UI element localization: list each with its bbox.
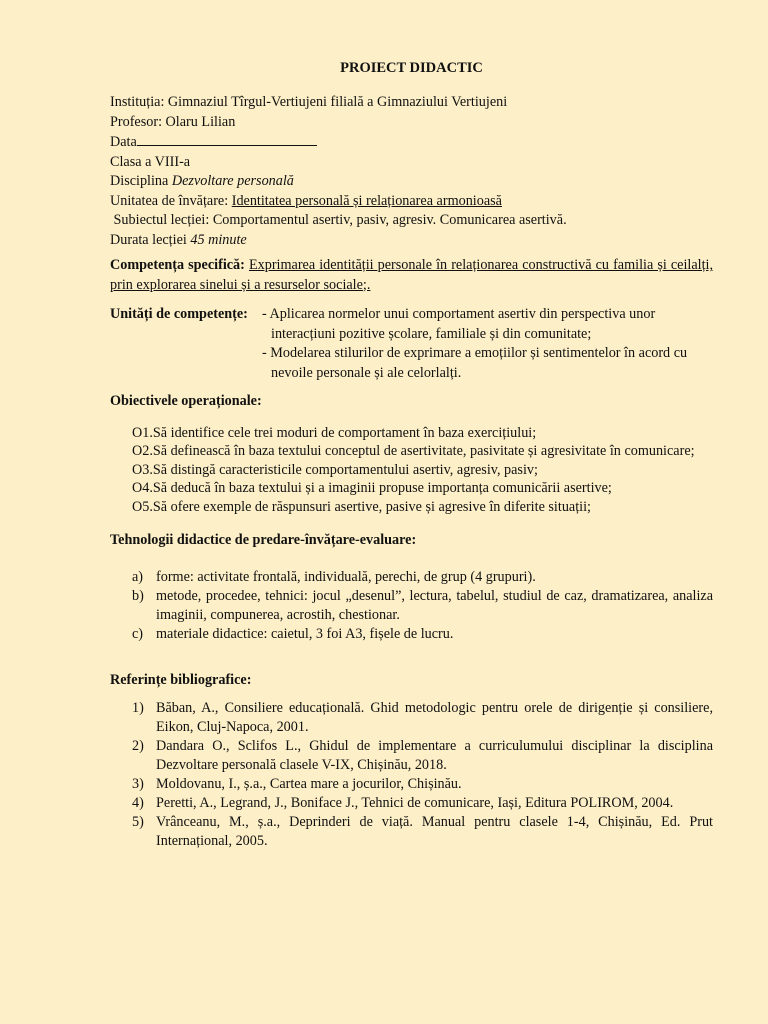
obiective-heading: Obiectivele operaționale:: [110, 393, 262, 409]
durata-label: Durata lecției: [110, 231, 191, 248]
header-block: [110, 93, 713, 250]
list-marker: 1): [132, 700, 144, 716]
data-label: Data: [110, 134, 137, 150]
subiectul-line: Subiectul lecției: Comportamentul asertiv, pasiv, agresiv. Comunicarea asertivă.: [110, 212, 567, 228]
obiective-list: [132, 424, 713, 517]
data-line: [110, 132, 713, 153]
list-marker: c): [132, 625, 144, 642]
document-page: [110, 58, 713, 851]
tehnologie-item: [110, 587, 713, 625]
list-text: materiale didactice: caietul, 3 foi A3, fișele de lucru.: [156, 625, 454, 642]
referinte-list: [110, 699, 713, 851]
list-text: Moldovanu, I., ș.a., Cartea mare a jocurilor, Chișinău.: [156, 776, 462, 792]
competenta-label: Competența specifică:: [110, 257, 245, 273]
disciplina-line: [110, 172, 713, 192]
referinta-item: [110, 699, 713, 737]
clasa-line: Clasa a VIII-a: [110, 153, 191, 170]
list-marker: 4): [132, 795, 144, 811]
competenta-text: Exprimarea identității personale în relaționarea constructivă cu familia și ceilalți, prin explorarea sinelui și a resurselor sociale;.: [110, 257, 714, 293]
durata-value: 45 minute: [190, 231, 247, 248]
list-marker: 5): [132, 814, 144, 830]
obiectiv-item: O2.Să definească în baza textului conceptul de asertivitate, pasivitate și agresivitate în comunicare;: [132, 443, 695, 459]
list-marker: 3): [132, 776, 144, 792]
list-text: Vrânceanu, M., ș.a., Deprinderi de viață. Manual pentru clasele 1-4, Chișinău, Ed. Prut Internațional, 2005.: [156, 814, 713, 849]
unitati-item: - Modelarea stilurilor de exprimare a emoțiilor și sentimentelor în acord cu nevoile personale și ale celorlalți.: [262, 345, 688, 381]
profesor-line: Profesor: Olaru Lilian: [110, 113, 236, 130]
obiectiv-item: O1.Să identifice cele trei moduri de comportament în baza exercițiului;: [132, 424, 537, 441]
unitatea-line: [110, 192, 713, 212]
list-text: metode, procedee, tehnici: jocul „desenul”, lectura, tabelul, studiul de caz, dramatizarea, analiza imaginii, compunerea, acrostih, chestionar.: [156, 587, 713, 623]
list-marker: a): [132, 568, 144, 585]
unitati-row: [110, 305, 713, 383]
referinta-item: [110, 813, 713, 851]
list-marker: b): [132, 587, 144, 604]
competenta-specifica: [110, 256, 713, 295]
document-title: PROIECT DIDACTIC: [340, 60, 483, 76]
referinta-item: [110, 794, 713, 813]
disciplina-label: Disciplina: [110, 173, 172, 189]
unitatea-label: Unitatea de învățare:: [110, 192, 232, 209]
list-text: Peretti, A., Legrand, J., Boniface J., Tehnici de comunicare, Iași, Editura POLIROM, 2004.: [156, 795, 674, 811]
tehnologii-list: [110, 568, 713, 644]
durata-line: [110, 231, 713, 251]
obiectiv-item: O4.Să deducă în baza textului și a imaginii propuse importanța comunicării asertive;: [132, 480, 612, 496]
list-marker: 2): [132, 738, 144, 754]
obiectiv-item: O5.Să ofere exemple de răspunsuri asertive, pasive și agresive în diferite situații;: [132, 498, 591, 515]
referinte-heading: Referințe bibliografice:: [110, 671, 252, 688]
unitati-item: - Aplicarea normelor unui comportament asertiv din perspectiva unor interacțiuni pozitive școlare, familiale și din comunitate;: [262, 306, 656, 342]
referinta-item: [110, 737, 713, 775]
unitati-competente: [110, 305, 713, 383]
institutia-line: Instituția: Gimnaziul Tîrgul-Vertiujeni filială a Gimnaziului Vertiujeni: [110, 94, 508, 110]
obiectiv-item: O3.Să distingă caracteristicile comportamentului asertiv, agresiv, pasiv;: [132, 461, 538, 478]
list-text: forme: activitate frontală, individuală, perechi, de grup (4 grupuri).: [156, 568, 536, 585]
tehnologie-item: [110, 625, 713, 644]
list-text: Băban, A., Consiliere educațională. Ghid metodologic pentru orele de dirigenție și consiliere, Eikon, Cluj-Napoca, 2001.: [156, 700, 713, 735]
list-text: Dandara O., Sclifos L., Ghidul de implementare a curriculumului disciplinar la disciplina Dezvoltare personală clasele V-IX, Chișinău, 2018.: [156, 738, 713, 773]
tehnologii-heading: Tehnologii didactice de predare-învățare-evaluare:: [110, 532, 417, 548]
disciplina-value: Dezvoltare personală: [171, 173, 294, 189]
tehnologie-item: [110, 568, 713, 587]
unitati-label: Unități de competențe:: [110, 306, 248, 322]
data-blank: [137, 132, 317, 146]
unitatea-value: Identitatea personală și relaționarea armonioasă: [231, 192, 502, 209]
referinta-item: [110, 775, 713, 794]
unitati-body: [262, 305, 713, 383]
